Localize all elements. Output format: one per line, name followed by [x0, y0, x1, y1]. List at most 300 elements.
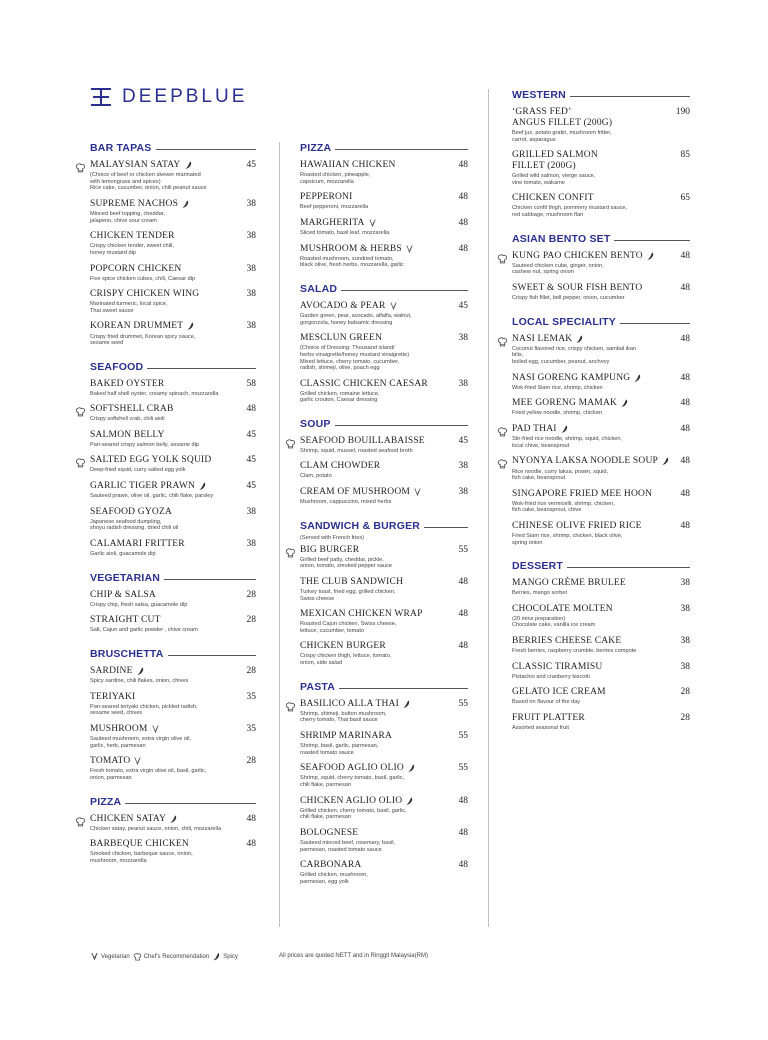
- menu-item: [90, 199, 256, 224]
- menu-section: [90, 796, 256, 865]
- menu-item-row: [512, 150, 690, 172]
- section-header: [90, 648, 256, 660]
- menu-item-row: [90, 289, 256, 300]
- menu-item-description-line: gorgonzola, honey balsamic dressing: [300, 319, 393, 326]
- menu-item-row: [300, 609, 468, 620]
- menu-item-price: 48: [458, 243, 468, 254]
- menu-item: [90, 507, 256, 532]
- menu-item-price: 35: [246, 691, 256, 702]
- section-title: LOCAL SPECIALITY: [512, 315, 616, 328]
- menu-item: [90, 404, 256, 423]
- menu-item-description: [90, 334, 240, 347]
- menu-item-name-text: CHICKEN TENDER: [90, 231, 175, 242]
- menu-item: [300, 763, 468, 788]
- menu-item-description: [300, 743, 450, 756]
- menu-item-name: [90, 814, 178, 825]
- menu-item-name: [300, 160, 396, 171]
- legend-spicy-label: Spicy: [223, 953, 238, 960]
- menu-item-description-line: herbs vinaigrette/honey mustard vinaigrette): [300, 351, 410, 358]
- menu-item-name-text: SINGAPORE FRIED MEE HOON: [512, 488, 653, 499]
- menu-item-name: [90, 289, 199, 300]
- menu-item-row: [300, 192, 468, 203]
- section-title: ASIAN BENTO SET: [512, 232, 611, 245]
- brand-mark-icon: [90, 87, 112, 107]
- section-rule: [614, 240, 690, 241]
- menu-item-description: [90, 736, 240, 749]
- menu-item-description: [300, 204, 450, 211]
- menu-item-price: 48: [680, 424, 690, 435]
- menu-item-description-line: Chicken satay, peanut sauce, onion, chili, mozzarella: [90, 825, 222, 832]
- menu-item-description-line: Baked half shell oyster, creamy spinach, mozzarella: [90, 390, 219, 397]
- menu-item: [512, 662, 690, 681]
- vegetarian-icon: [151, 724, 160, 734]
- menu-item-description-line: Fresh tomato, extra virgin olive oil, basil, garlic,: [90, 768, 207, 775]
- menu-item-name-text: CALAMARI FRITTER: [90, 539, 185, 550]
- menu-item-name-text: BARBEQUE CHICKEN: [90, 839, 189, 850]
- section-header: [300, 418, 468, 430]
- menu-item-description-line: red cabbage, mushroom flan: [512, 211, 584, 218]
- menu-item-description: [300, 840, 450, 853]
- menu-item-name-text: SEAFOOD AGLIO OLIO: [300, 763, 404, 774]
- menu-item: [300, 577, 468, 602]
- menu-item: [90, 160, 256, 192]
- menu-item-description: [300, 499, 450, 506]
- menu-item-name-text: MANGO CRÈME BRULEE: [512, 578, 626, 589]
- menu-section: [300, 681, 468, 886]
- menu-item: [90, 756, 256, 781]
- legend-vegetarian: [90, 952, 130, 961]
- menu-item-name: [300, 699, 411, 710]
- menu-item-description-line: Crispy chicken thigh, lettuce, tomato,: [300, 653, 392, 660]
- menu-section: [300, 520, 468, 667]
- menu-item: [512, 604, 690, 629]
- menu-item-description: [90, 551, 240, 558]
- menu-item-price: 48: [458, 217, 468, 228]
- menu-item-name: [90, 590, 156, 601]
- menu-item-row: [512, 456, 690, 467]
- menu-item-description-line: Grilled wild salmon, vierge sauce,: [512, 173, 596, 180]
- menu-item-row: [90, 379, 256, 390]
- menu-item-name-text: BOLOGNESE: [300, 827, 359, 838]
- menu-item-price: 38: [246, 539, 256, 550]
- menu-item-name-text: KUNG PAO CHICKEN BENTO: [512, 250, 643, 261]
- menu-item-name-text: SWEET & SOUR FISH BENTO: [512, 282, 643, 293]
- menu-item-price: 45: [246, 160, 256, 170]
- menu-item-price: 55: [458, 698, 468, 709]
- menu-item-row: [512, 578, 690, 589]
- section-header: [300, 520, 468, 532]
- vegetarian-icon: [133, 756, 142, 766]
- menu-item-description-line: Coconut flavored rice, crispy chicken, sambal ikan bilis,: [512, 345, 637, 359]
- menu-item-price: 48: [458, 827, 468, 838]
- menu-item-name-text: SALMON BELLY: [90, 429, 165, 440]
- menu-item-name-text: PAD THAI: [512, 424, 557, 435]
- menu-item-description: [512, 263, 642, 276]
- menu-item-name-text: GRILLED SALMON: [512, 150, 598, 161]
- menu-item-description-line: Beef pepperoni, mozzarella: [300, 204, 369, 211]
- menu-item-description-line: Grilled chicken, romaine lettuce,: [300, 390, 380, 397]
- menu-item-description-line: carrot, asparagus: [512, 136, 556, 143]
- menu-item-description: [512, 346, 642, 366]
- menu-item-row: [90, 724, 256, 735]
- menu-item-name: [512, 193, 594, 204]
- menu-item-description-line: Pan-seared crispy salmon belly, sesame dip: [90, 441, 200, 448]
- menu-item-description-line: Shrimp, shimeji, button mushroom,: [300, 710, 387, 717]
- menu-item-description-line: (Choice of beef or chicken skewer marinated: [90, 172, 201, 179]
- menu-item-description-line: black olive, fresh herbs, mozzarella, garlic: [300, 262, 404, 269]
- brand-logo: [90, 86, 247, 108]
- menu-item-name: [512, 398, 629, 409]
- menu-item-description: [90, 493, 240, 500]
- menu-item-row: [90, 692, 256, 703]
- menu-item-name-text: MUSHROOM: [90, 723, 148, 734]
- menu-item-description-line: Pan-seared teriyaki chicken, pickled radish,: [90, 703, 198, 710]
- menu-item-row: [90, 404, 256, 415]
- menu-item-name: [90, 455, 211, 466]
- menu-item-row: [300, 577, 468, 588]
- menu-item: [90, 455, 256, 474]
- menu-item-name-line2: FILLET (200G): [512, 161, 576, 172]
- menu-item-price: 48: [246, 839, 256, 850]
- menu-item: [512, 713, 690, 732]
- menu-item: [512, 193, 690, 218]
- menu-item-price: 28: [246, 756, 256, 767]
- menu-item-name: [512, 687, 606, 698]
- menu-item-name-text: CHIP & SALSA: [90, 589, 156, 600]
- menu-item: [90, 231, 256, 256]
- menu-item-name: [90, 404, 173, 415]
- menu-item-description-line: honey mustard dip: [90, 249, 137, 256]
- menu-item-name-text: CLAM CHOWDER: [300, 461, 381, 472]
- menu-item: [512, 150, 690, 186]
- menu-item-description-line: sesame seed, chives: [90, 710, 143, 717]
- menu-item-name: [300, 796, 414, 807]
- menu-item: [512, 521, 690, 546]
- menu-item-price: 38: [246, 506, 256, 517]
- vegetarian-icon: [405, 244, 414, 254]
- menu-item-description: [90, 704, 240, 717]
- menu-item-row: [300, 301, 468, 312]
- menu-item-row: [90, 199, 256, 210]
- menu-item-description-line: Turkey toast, fried egg, grilled chicken,: [300, 589, 396, 596]
- menu-item-row: [512, 604, 690, 615]
- menu-item-description: [90, 391, 240, 398]
- menu-item-name: [90, 481, 207, 492]
- chef-recommendation-icon: [285, 699, 296, 710]
- menu-item: [90, 692, 256, 717]
- menu-item-name: [300, 301, 398, 312]
- vegetarian-icon: [389, 301, 398, 311]
- menu-item-description-line: Mushroom, cappuccino, mixed herbs: [300, 499, 392, 506]
- menu-item-description: [512, 205, 642, 218]
- section-rule: [567, 567, 690, 568]
- menu-item-row: [300, 244, 468, 255]
- menu-item-description: [512, 616, 642, 629]
- menu-item-description: [90, 678, 240, 685]
- menu-item-description: [90, 826, 240, 833]
- menu-item-name-text: GELATO ICE CREAM: [512, 687, 606, 698]
- menu-item: [512, 687, 690, 706]
- menu-item-row: [300, 641, 468, 652]
- section-rule: [335, 149, 468, 150]
- menu-item-description-line: Mixed lettuce, cherry tomato, cucumber,: [300, 358, 400, 365]
- menu-item-name-text: MESCLUN GREEN: [300, 333, 383, 344]
- section-title: BAR TAPAS: [90, 142, 152, 154]
- menu-item-description-line: Grilled beef patty, cheddar, pickle,: [300, 556, 384, 563]
- menu-item-description: [512, 469, 642, 482]
- menu-item-description-line: Rice noodle, curry laksa, prawn, squid,: [512, 468, 609, 475]
- menu-item-description: [90, 602, 240, 609]
- menu-section: [90, 142, 256, 347]
- menu-item-description-line: Grilled chicken, cherry tomato, basil, garlic,: [300, 807, 407, 814]
- menu-item: [300, 796, 468, 821]
- menu-item-description: [90, 442, 240, 449]
- menu-item-row: [512, 687, 690, 698]
- chili-icon: [212, 952, 221, 961]
- menu-item-row: [300, 796, 468, 807]
- chef-recommendation-icon: [285, 436, 296, 447]
- menu-item: [512, 636, 690, 655]
- menu-item-name: [90, 321, 195, 332]
- menu-item-description-line: vine tomato, wakame: [512, 179, 565, 186]
- menu-section: [300, 283, 468, 404]
- menu-item-price: 48: [458, 192, 468, 203]
- menu-item-description-line: Roasted mushroom, sundried tomato,: [300, 255, 394, 262]
- menu-item-row: [300, 461, 468, 472]
- menu-item-description-line: Sauteed chicken cube, ginger, onion,: [512, 262, 604, 269]
- menu-item-price: 85: [680, 150, 690, 161]
- menu-item-price: 38: [458, 461, 468, 472]
- menu-item-description: [512, 130, 642, 143]
- menu-item-price: 45: [246, 481, 256, 492]
- section-rule: [147, 368, 256, 369]
- menu-item-description-line: fish cake, beansprout, chive: [512, 507, 582, 514]
- menu-item-name: [90, 199, 190, 210]
- menu-item-name-text: CHOCOLATE MOLTEN: [512, 603, 613, 614]
- menu-item-name: [300, 609, 423, 620]
- section-header: [512, 316, 690, 328]
- menu-item-row: [512, 636, 690, 647]
- menu-item-price: 48: [680, 250, 690, 261]
- menu-item-row: [90, 231, 256, 242]
- menu-item: [90, 839, 256, 864]
- chili-icon: [560, 424, 569, 434]
- menu-item-description-line: garlic crouton, Caesar dressing: [300, 397, 378, 404]
- menu-item-name: [90, 615, 161, 626]
- section-title: PIZZA: [90, 795, 122, 808]
- menu-item-name-text: MARGHERITA: [300, 217, 365, 228]
- column-divider: [279, 142, 280, 927]
- menu-item-name-text: SOFTSHELL CRAB: [90, 404, 174, 415]
- menu-item-row: [300, 160, 468, 171]
- menu-item-price: 38: [246, 231, 256, 242]
- menu-item-description: [512, 295, 642, 302]
- menu-item-row: [90, 430, 256, 441]
- menu-item-name-text: SHRIMP MARINARA: [300, 730, 393, 741]
- menu-item-description-line: Berries, mango sorbet: [512, 590, 568, 597]
- menu-item-description-line: fish cake, beansprout: [512, 475, 566, 482]
- menu-item-description: [300, 473, 450, 480]
- menu-item-description-line: shoyu radish dressing, dried chili oil: [90, 525, 179, 532]
- menu-item-description-line: roasted tomato sauce: [300, 749, 354, 756]
- menu-item: [90, 264, 256, 283]
- menu-item-name: [512, 107, 612, 129]
- menu-item-price: 48: [458, 609, 468, 620]
- menu-section: [512, 89, 690, 219]
- menu-item-row: [90, 756, 256, 767]
- menu-item-description: [300, 313, 450, 326]
- menu-item-row: [90, 539, 256, 550]
- menu-item-row: [512, 713, 690, 724]
- chili-icon: [646, 251, 655, 261]
- menu-item-price: 38: [680, 661, 690, 672]
- menu-item-description-line: onion, parmesan: [90, 774, 132, 781]
- menu-item-description: [300, 775, 450, 788]
- section-header: [90, 142, 256, 154]
- menu-item-name: [90, 160, 193, 171]
- menu-item: [512, 456, 690, 481]
- menu-item-description: [300, 345, 450, 371]
- section-title: DESSERT: [512, 560, 563, 573]
- menu-item-name: [300, 731, 392, 742]
- menu-item-row: [90, 507, 256, 518]
- menu-item-name-text: GARLIC TIGER PRAWN: [90, 481, 196, 492]
- menu-item-name: [90, 539, 185, 550]
- menu-item-description-line: chili flake, parmesan: [300, 781, 351, 788]
- menu-item-description-line: Rice cake, cucumber, onion, chili peanut sauce: [90, 185, 207, 192]
- menu-item-description-line: Crispy softshell crab, chili aioli: [90, 416, 165, 423]
- menu-item-name-text: BERRIES CHEESE CAKE: [512, 635, 622, 646]
- menu-section: [90, 361, 256, 558]
- menu-item-description-line: Garden green, pear, avocado, alfalfa, walnut,: [300, 313, 412, 320]
- section-rule: [164, 579, 256, 580]
- menu-item-name-text: SUPREME NACHOS: [90, 199, 179, 210]
- menu-item-price: 45: [458, 435, 468, 446]
- menu-item-price: 38: [458, 487, 468, 498]
- menu-item-price: 48: [680, 333, 690, 344]
- chili-icon: [633, 373, 642, 383]
- section-header: [300, 142, 468, 154]
- menu-item-description: [512, 699, 642, 706]
- menu-section: [90, 648, 256, 782]
- menu-item-description-line: capsicum, mozzarella: [300, 178, 354, 185]
- menu-item-name-text: CHICKEN SATAY: [90, 813, 167, 824]
- menu-item-description: [512, 501, 642, 514]
- menu-section: [90, 572, 256, 634]
- menu-item-name: [512, 283, 642, 294]
- section-header: [90, 796, 256, 808]
- menu-item: [512, 578, 690, 597]
- menu-item: [90, 539, 256, 558]
- menu-item-name-text: ‘GRASS FED’: [512, 107, 572, 117]
- menu-item-description-line: local chive, beansprout: [512, 442, 570, 449]
- section-header: [512, 89, 690, 101]
- menu-item-row: [300, 218, 468, 229]
- menu-item-name: [300, 828, 358, 839]
- menu-item-description-line: Wok-fried rice vermicelli, shrimp, chicken,: [512, 500, 615, 507]
- menu-item-name: [300, 487, 422, 498]
- menu-item-description-line: spring onion: [512, 539, 543, 546]
- menu-item-name-text: SARDINE: [90, 666, 133, 676]
- menu-item-description-line: chili flake, parmesan: [300, 814, 351, 821]
- menu-item-name: [300, 860, 361, 871]
- menu-item-price: 38: [458, 378, 468, 389]
- menu-item-name-text: TOMATO: [90, 756, 131, 767]
- menu-item-name: [90, 231, 175, 242]
- legend-vegetarian-label: Vegetarian: [101, 953, 130, 960]
- menu-item-name-text: CLASSIC TIRAMISU: [512, 661, 603, 672]
- menu-item-description-line: Shrimp, squid, mussel, roasted seafood broth: [300, 447, 413, 454]
- menu-item-name-text: CRISPY CHICKEN WING: [90, 289, 200, 300]
- section-title: SEAFOOD: [90, 360, 144, 373]
- menu-item-name: [300, 436, 425, 447]
- menu-item-price: 48: [458, 160, 468, 170]
- menu-item: [512, 334, 690, 366]
- menu-item-description-line: cashew nut, spring onion: [512, 269, 574, 276]
- menu-item-name-text: FRUIT PLATTER: [512, 712, 585, 723]
- menu-item: [300, 379, 468, 404]
- menu-item-name: [300, 333, 382, 344]
- menu-item-price: 28: [680, 712, 690, 723]
- menu-item-name: [90, 839, 189, 850]
- section-header: [512, 233, 690, 245]
- brand-name: DEEPBLUE: [122, 86, 248, 107]
- menu-item-name: [300, 218, 377, 229]
- menu-item-row: [512, 398, 690, 409]
- menu-item-description-line: Crispy chicken tender, sweet chili,: [90, 243, 174, 250]
- menu-item-description-line: garlic, herb, parmesan: [90, 742, 146, 749]
- menu-item-name-text: AVOCADO & PEAR: [300, 301, 386, 312]
- menu-item-description: [300, 808, 450, 821]
- menu-item: [300, 160, 468, 185]
- menu-item-row: [300, 699, 468, 710]
- menu-item-price: 38: [246, 198, 256, 209]
- menu-item-price: 38: [246, 289, 256, 300]
- menu-item-name-text: BAKED OYSTER: [90, 378, 165, 389]
- menu-item-description-line: jalapeno, chive sour cream: [90, 217, 157, 224]
- menu-item-name-text: MUSHROOM & HERBS: [300, 243, 402, 254]
- menu-item-price: 35: [246, 723, 256, 734]
- menu-item-row: [512, 521, 690, 532]
- menu-item-name: [300, 244, 414, 255]
- menu-item-description-line: Sauteed prawn, olive oil, garlic, chili flake, parsley: [90, 493, 214, 500]
- menu-item-price: 55: [458, 544, 468, 555]
- menu-item-price: 58: [246, 378, 256, 389]
- menu-item-description: [512, 725, 642, 732]
- section-rule: [125, 803, 256, 804]
- menu-item-description: [512, 533, 642, 546]
- menu-item-description-line: onion, side salad: [300, 660, 342, 666]
- menu-item-price: 28: [246, 665, 256, 676]
- menu-item-price: 38: [246, 263, 256, 274]
- menu-item-name-text: MEE GORENG MAMAK: [512, 398, 618, 409]
- menu-item-price: 28: [246, 589, 256, 600]
- menu-item-row: [90, 455, 256, 466]
- chili-icon: [186, 321, 195, 331]
- menu-item: [300, 860, 468, 885]
- menu-item-description-line: onion, tomato, smoked pepper sauce: [300, 563, 393, 570]
- chef-recommendation-icon: [497, 456, 508, 467]
- menu-item-name: [90, 724, 160, 735]
- menu-item-description: [90, 627, 240, 634]
- menu-item-description: [300, 391, 450, 404]
- menu-item-price: 48: [680, 456, 690, 467]
- section-header: [90, 572, 256, 584]
- menu-item: [300, 545, 468, 570]
- vegetarian-icon: [368, 218, 377, 228]
- menu-item-name: [300, 577, 403, 588]
- menu-item: [90, 379, 256, 398]
